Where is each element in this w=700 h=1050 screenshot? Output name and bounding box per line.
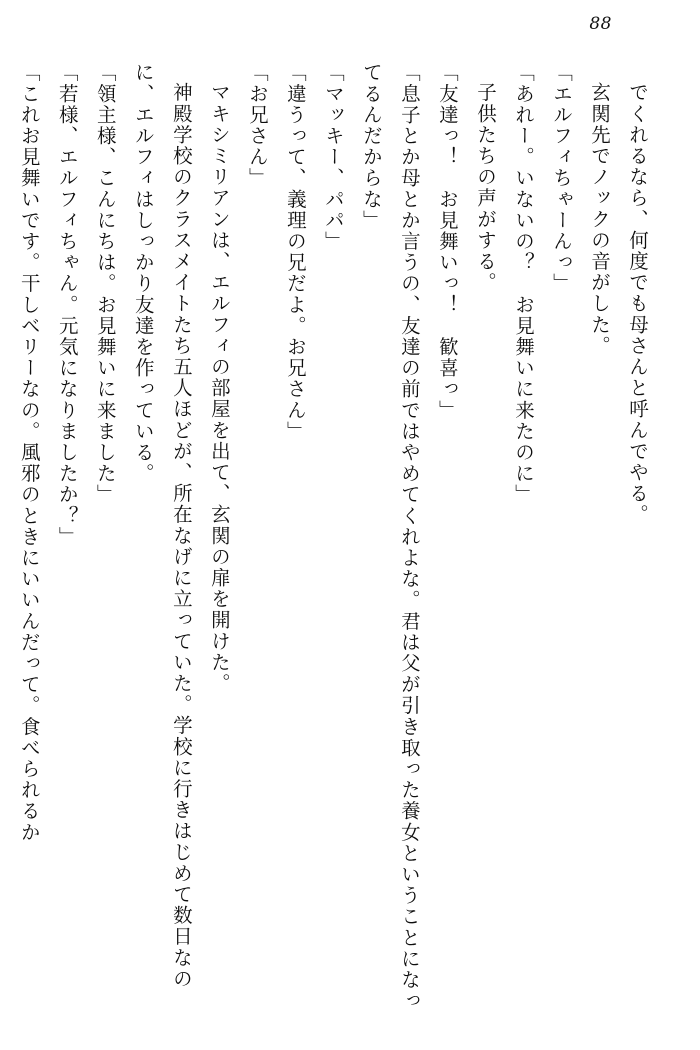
paragraph: 子供たちの声がする。 xyxy=(473,81,497,293)
paragraph: 「マッキー、パパ」 xyxy=(321,62,345,252)
paragraph: マキシミリアンは、エルフィの部屋を出て、玄関の扉を開けた。 xyxy=(207,81,231,694)
paragraph: でくれるなら、何度でも母さんと呼んでやる。 xyxy=(626,81,649,525)
page-body-text xyxy=(17,62,656,1022)
paragraph: 「これお見舞いです。干しベリーなの。風邪のときにいいんだって。食べられるか xyxy=(17,62,41,843)
paragraph: 「違うって、義理の兄だよ。お兄さん」 xyxy=(283,62,307,442)
paragraph: 「お兄さん」 xyxy=(245,62,269,189)
paragraph: 「あれー。いないの？ お見舞いに来たのに」 xyxy=(511,62,535,506)
paragraph: 「息子とか母とか言うの、友達の前ではやめてくれよな。君は父が引き取った養女ということになってるんだからな」 xyxy=(359,62,421,1012)
page-number: 88 xyxy=(589,14,612,34)
paragraph: 神殿学校のクラスメイトたち五人ほどが、所在なげに立っていた。学校に行きはじめて数日なのに、エルフィはしっかり友達を作っている。 xyxy=(131,62,193,989)
paragraph: 「領主様、こんにちは。お見舞いに来ました」 xyxy=(93,62,117,506)
paragraph: 「エルフィちゃーんっ」 xyxy=(549,62,573,295)
paragraph: 「若様、エルフィちゃん。元気になりましたか？」 xyxy=(55,62,79,548)
paragraph: 「友達っ！ お見舞いっ！ 歓喜っ」 xyxy=(435,62,459,421)
paragraph: 玄関先でノックの音がした。 xyxy=(587,81,611,356)
